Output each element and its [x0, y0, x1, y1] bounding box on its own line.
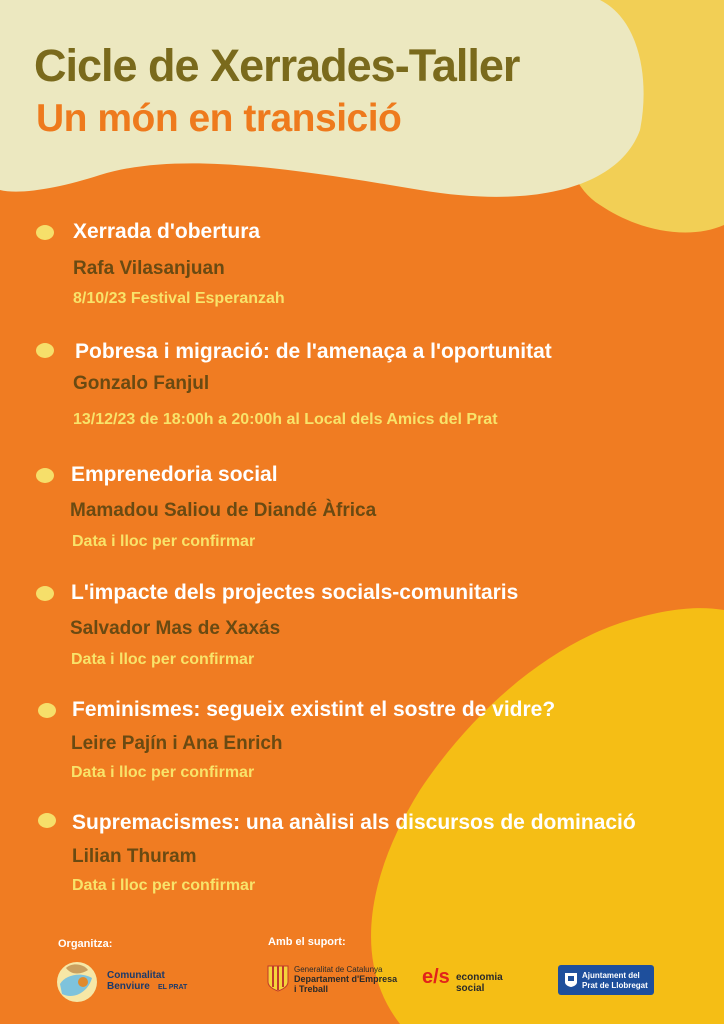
event-speaker: Leire Pajín i Ana Enrich	[71, 733, 283, 754]
bullet-icon	[36, 586, 54, 601]
event-title: Pobresa i migració: de l'amenaça a l'oportunitat	[75, 340, 552, 363]
event-speaker: Mamadou Saliou de Diandé Àfrica	[70, 500, 377, 521]
gencat-dept-2: i Treball	[294, 984, 329, 994]
bullet-icon	[36, 225, 54, 240]
organitza-label: Organitza:	[58, 938, 113, 950]
page-subtitle: Un món en transició	[36, 97, 402, 140]
event-speaker: Gonzalo Fanjul	[73, 373, 210, 394]
senyera-icon	[266, 964, 290, 992]
bullet-icon	[38, 813, 56, 828]
event-speaker: Rafa Vilasanjuan	[73, 258, 225, 279]
event-speaker: Lilian Thuram	[72, 846, 197, 867]
page-title: Cicle de Xerrades-Taller	[34, 40, 520, 91]
event-title: Xerrada d'obertura	[73, 220, 261, 243]
event-info: Data i lloc per confirmar	[71, 651, 255, 668]
comunalitat-name: Comunalitat	[107, 970, 165, 981]
event-title: Feminismes: segueix existint el sostre de vidre?	[72, 698, 556, 721]
event-info: Data i lloc per confirmar	[71, 764, 255, 781]
event-info: Data i lloc per confirmar	[72, 533, 256, 550]
ajuntament-logo	[558, 965, 654, 995]
event-info: 13/12/23 de 18:00h a 20:00h al Local dels Amics del Prat	[73, 411, 498, 428]
bullet-icon	[36, 468, 54, 483]
comunalitat-logo	[52, 958, 202, 1004]
gencat-logo	[266, 962, 406, 998]
economia-social-logo	[422, 964, 522, 998]
bullet-icon	[38, 703, 56, 718]
event-info: Data i lloc per confirmar	[72, 877, 256, 894]
event-title: Emprenedoria social	[71, 463, 278, 486]
es-line1: economia	[456, 972, 503, 983]
benviure-name: Benviure	[107, 981, 150, 992]
el-prat-name: EL PRAT	[158, 984, 188, 991]
crest-icon	[564, 972, 578, 988]
event-title: L'impacte dels projectes socials-comunitaris	[71, 581, 519, 604]
ajuntament-line2: Prat de Llobregat	[582, 981, 648, 990]
event-speaker: Salvador Mas de Xaxás	[70, 618, 281, 639]
gencat-name: Generalitat de Catalunya	[294, 965, 383, 974]
gencat-dept: Departament d'Empresa	[294, 974, 398, 984]
suport-label: Amb el suport:	[268, 936, 346, 948]
globe-icon	[52, 958, 102, 1004]
event-info: 8/10/23 Festival Esperanzah	[73, 290, 285, 307]
ajuntament-line1: Ajuntament del	[582, 971, 640, 980]
event-title: Supremacismes: una anàlisi als discursos de dominació	[72, 811, 636, 834]
bullet-icon	[36, 343, 54, 358]
es-line2: social	[456, 983, 485, 994]
es-mark: e/s	[422, 966, 450, 988]
